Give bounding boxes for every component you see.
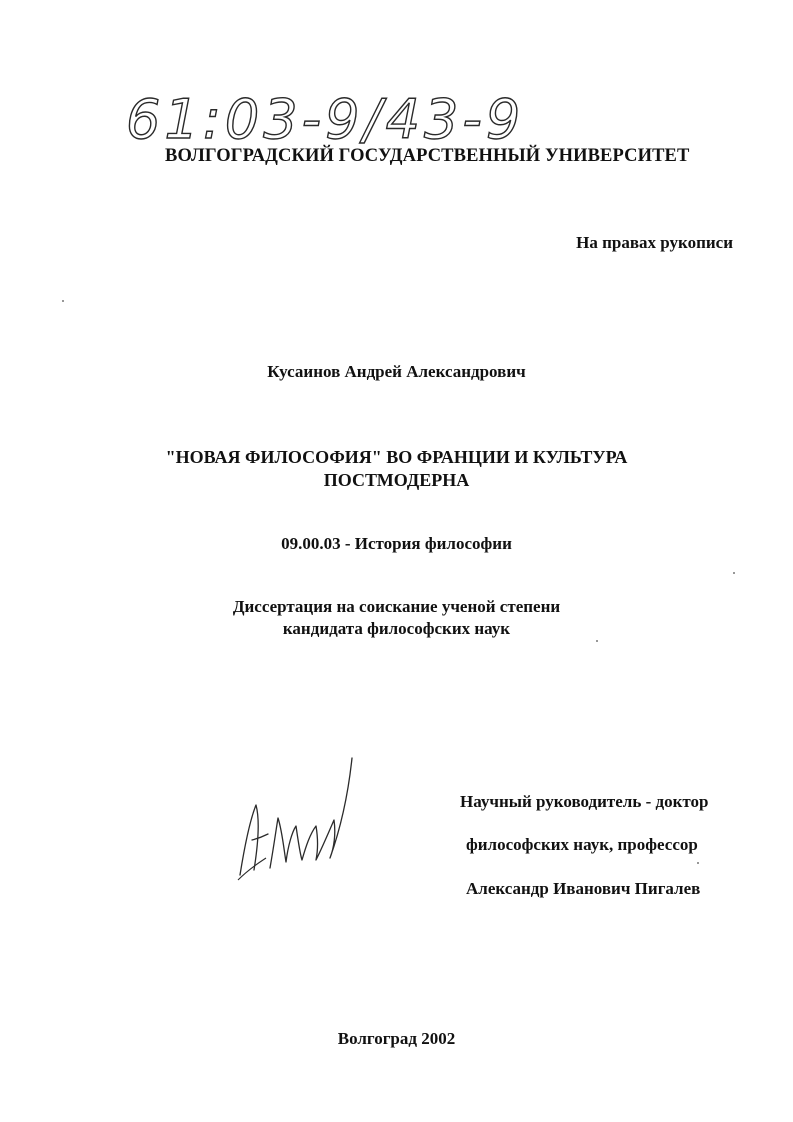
scan-speck — [596, 640, 598, 642]
scan-speck — [62, 300, 64, 302]
degree-line-2: кандидата философских наук — [282, 619, 511, 638]
manuscript-rights-note: На правах рукописи — [576, 233, 733, 252]
scan-speck — [733, 572, 735, 574]
university-name: ВОЛГОГРАДСКИЙ ГОСУДАРСТВЕННЫЙ УНИВЕРСИТЕТ — [165, 146, 690, 166]
city-and-year: Волгоград 2002 — [337, 1029, 456, 1048]
handwritten-number-text: 61:03-9/43-9 — [126, 88, 518, 151]
dissertation-title-line-1: "НОВАЯ ФИЛОСОФИЯ" ВО ФРАНЦИИ И КУЛЬТУРА — [165, 447, 628, 467]
supervisor-line-3: Александр Иванович Пигалев — [466, 879, 701, 898]
author-name: Кусаинов Андрей Александрович — [267, 362, 526, 381]
scan-speck — [697, 862, 699, 864]
specialty-code: 09.00.03 - История философии — [281, 534, 512, 553]
supervisor-line-2: философских наук, профессор — [466, 835, 698, 854]
degree-line-1: Диссертация на соискание ученой степени — [232, 597, 561, 616]
dissertation-title-line-2: ПОСТМОДЕРНА — [323, 470, 470, 490]
supervisor-line-1: Научный руководитель - доктор — [460, 792, 709, 811]
handwritten-signature — [230, 750, 370, 890]
